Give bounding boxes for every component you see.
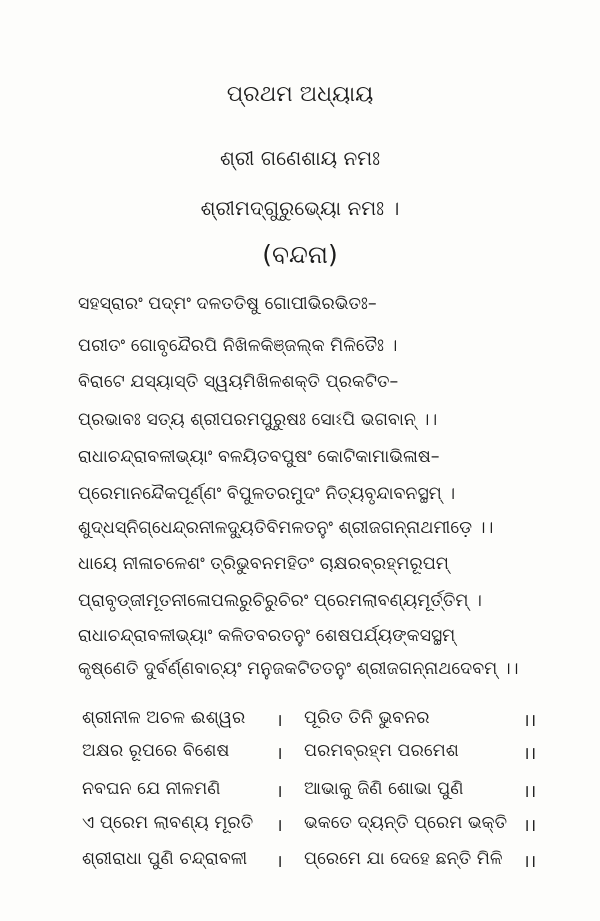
verse-line: ରାଧାଚନ୍ଦ୍ରାବଳୀଭ୍ୟାଂ ବଳୟିତବପୁଷଂ କୋଟିକାମାଭିଳାଷ– (78, 447, 440, 467)
couplet-right: ଆଭାକୁ ଜିଣି ଶୋଭା ପୁଣି (304, 779, 464, 799)
couplet-left: ଏ ପ୍ରେମ ଲାବଣ୍ୟ ମୂରତି (82, 813, 254, 833)
couplet-separator: । (276, 816, 283, 836)
verse-line: ପ୍ରାବୃଡ୍‌ଜୀମୂତନୀଳୋପଲରୁଚିରୁଚିରଂ ପ୍ରେମଲାବଣ୍ୟମୂର୍ତ୍ତିମ୍ । (78, 591, 482, 611)
couplet-end-mark: ।। (523, 711, 537, 731)
couplet-end-mark: ।। (523, 816, 537, 836)
verse-line: ଧାୟେ ନୀଳାଚଳେଶଂ ତ୍ରିଭୁବନମହିତଂ ଚାକ୍ଷରବ୍ରହ୍ମରୂପମ୍ (78, 554, 449, 574)
invocation-ganesha: ଶ୍ରୀ ଗଣେଶାୟ ନମଃ (219, 146, 381, 170)
couplet-left: ନବଘନ ଯେ ନୀଳମଣି (82, 779, 221, 799)
verse-line: ସହସ୍ରାରଂ ପଦ୍ମଂ ଦଳତତିଷୁ ଗୋପୀଭିରଭିତଃ– (78, 294, 377, 314)
verse-line: ପ୍ରଭାବଃ ସତ୍ୟ ଶ୍ରୀପରମପୁରୁଷଃ ସୋଽପି ଭଗବାନ୍ ।। (78, 410, 438, 430)
couplet-end-mark: ।। (523, 782, 537, 802)
couplet-left: ଶ୍ରୀନୀଳ ଅଚଳ ଈଶ୍ୱର (82, 708, 246, 728)
verse-line: ରାଧାଚନ୍ଦ୍ରାବଳୀଭ୍ୟାଂ କଳିତବରତନୁଂ ଶେଷପର୍ଯ୍ୟଙ୍କସସ୍ଥମ୍ (78, 626, 456, 646)
couplet-separator: । (276, 852, 283, 872)
verse-line: ପ୍ରେମାନନ୍ଦୈକପୂର୍ଣ୍ଣଂ ବିପୁଳତରମୁଦଂ ନିତ୍ୟବୃନ୍ଦାବନସ୍ଥମ୍ । (78, 484, 456, 504)
couplet-left: ଶ୍ରୀରାଧା ପୁଣି ଚନ୍ଦ୍ରାବଳୀ (82, 849, 248, 869)
couplet-right: ପ୍ରେମେ ଯା ଦେହେ ଛନ୍ତି ମିଳି (304, 849, 503, 869)
couplet-left: ଅକ୍ଷର ରୂପରେ ବିଶେଷ (82, 741, 230, 761)
couplet-end-mark: ।। (523, 852, 537, 872)
couplet-separator: । (276, 782, 283, 802)
verse-line: ପରୀତଂ ଗୋବୃନ୍ଦୈରପି ନିଖିଳକିଞ୍ଜଲ୍କ ମିଳିତୈଃ । (78, 336, 398, 356)
couplet-row (0, 779, 600, 809)
couplet-row (0, 708, 600, 738)
section-heading: (ବନ୍ଦନା) (262, 240, 338, 269)
couplet-row (0, 813, 600, 843)
couplet-right: ପୂରିତ ତିନି ଭୁବନର (304, 708, 430, 728)
couplet-separator: । (276, 744, 283, 764)
chapter-title: ପ୍ରଥମ ଅଧ୍ୟାୟ (226, 82, 374, 107)
verse-line: ଶୁଦ୍ଧସ୍ନିଗ୍ଧେନ୍ଦ୍ରନୀଳଦ୍ୟୁତିବିମଳତନୁଂ ଶ୍ରୀଜଗନ୍ନାଥମୀଡ଼େ ।। (78, 518, 494, 538)
couplet-right: ପରମବ୍ରହ୍ମ ପରମେଶ (304, 741, 459, 761)
couplet-separator: । (276, 711, 283, 731)
invocation-guru: ଶ୍ରୀମଦ୍‌ଗୁରୁଭ୍ୟୋ ନମଃ । (200, 196, 400, 220)
verse-line: ବିରାଟେ ଯସ୍ୟାସ୍ତି ସ୍ୱୟମିଖିଳଶକ୍ତି ପ୍ରକଟିତ– (78, 372, 399, 392)
couplet-row (0, 849, 600, 879)
couplet-end-mark: ।। (523, 744, 537, 764)
verse-line: କୃଷ୍ଣେତି ଦୁର୍ବର୍ଣ୍ଣବାଚ୍ୟଂ ମନୁଜକଟିତତନୁଂ ଶ୍ରୀଜଗନ୍ନାଥଦେବମ୍ ।। (78, 659, 519, 679)
couplet-row (0, 741, 600, 771)
couplet-right: ଭକତେ ଦ୍ୟନ୍ତି ପ୍ରେମ ଭକ୍ତି (304, 813, 508, 833)
